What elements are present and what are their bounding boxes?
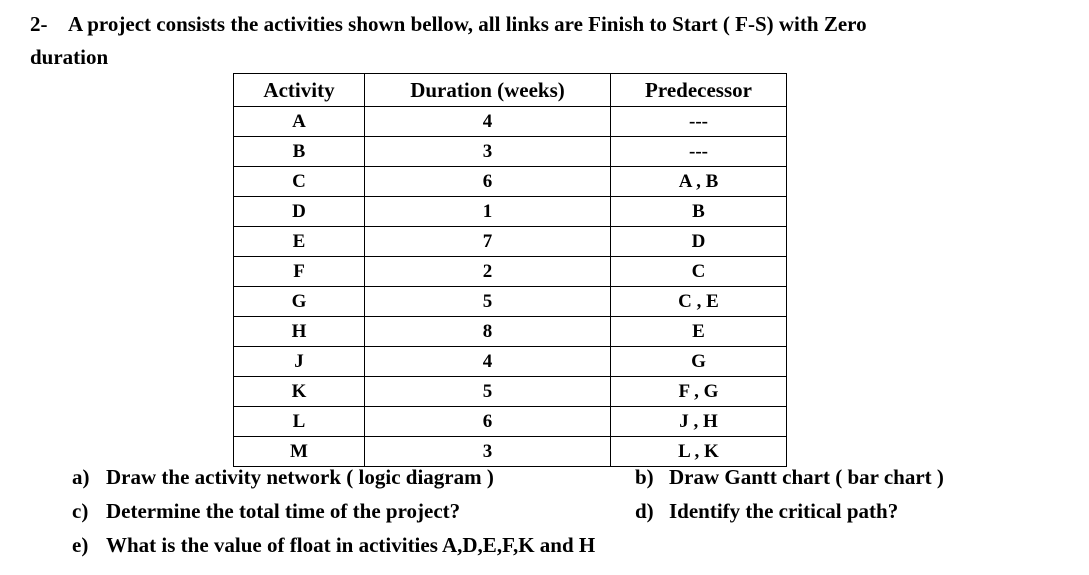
cell-duration: 7: [365, 227, 611, 257]
cell-activity: B: [234, 137, 365, 167]
cell-duration: 4: [365, 347, 611, 377]
part-a-text: Draw the activity network ( logic diagram ): [106, 465, 494, 489]
table-header-row: [234, 74, 787, 107]
question-text-line-1: A project consists the activities shown bellow, all links are Finish to Start ( F-S) with Zero: [68, 12, 867, 36]
cell-predecessor: L , K: [611, 437, 787, 467]
table-row: [234, 167, 787, 197]
cell-activity: G: [234, 287, 365, 317]
cell-duration: 6: [365, 167, 611, 197]
cell-duration: 6: [365, 407, 611, 437]
cell-predecessor: J , H: [611, 407, 787, 437]
cell-activity: L: [234, 407, 365, 437]
part-e-text: What is the value of float in activities A,D,E,F,K and H: [106, 533, 596, 557]
cell-duration: 8: [365, 317, 611, 347]
table-row: [234, 347, 787, 377]
table-row: [234, 287, 787, 317]
part-a-label: a): [72, 465, 90, 489]
header-activity: Activity: [234, 74, 365, 107]
part-d: [635, 494, 898, 528]
cell-activity: E: [234, 227, 365, 257]
part-d-label: d): [635, 499, 654, 523]
cell-predecessor: E: [611, 317, 787, 347]
question-heading: [30, 8, 867, 74]
question-text-line-2: duration: [30, 45, 109, 69]
cell-activity: D: [234, 197, 365, 227]
cell-predecessor: G: [611, 347, 787, 377]
cell-activity: K: [234, 377, 365, 407]
cell-duration: 3: [365, 437, 611, 467]
part-a: [72, 460, 494, 494]
cell-duration: 4: [365, 107, 611, 137]
cell-predecessor: F , G: [611, 377, 787, 407]
part-c: [72, 494, 460, 528]
part-d-text: Identify the critical path?: [669, 499, 899, 523]
cell-predecessor: C , E: [611, 287, 787, 317]
cell-predecessor: C: [611, 257, 787, 287]
part-e: [72, 528, 595, 562]
cell-activity: F: [234, 257, 365, 287]
part-b: [635, 460, 944, 494]
cell-activity: M: [234, 437, 365, 467]
table-row: [234, 257, 787, 287]
table-row: [234, 407, 787, 437]
table-row: [234, 137, 787, 167]
cell-activity: C: [234, 167, 365, 197]
table-row: [234, 227, 787, 257]
question-line-1: [30, 8, 867, 41]
cell-duration: 5: [365, 287, 611, 317]
part-b-label: b): [635, 465, 654, 489]
cell-duration: 5: [365, 377, 611, 407]
part-e-label: e): [72, 533, 89, 557]
table-row: [234, 317, 787, 347]
activity-table: [233, 73, 787, 467]
table-row: [234, 107, 787, 137]
part-c-text: Determine the total time of the project?: [106, 499, 461, 523]
cell-predecessor: D: [611, 227, 787, 257]
cell-predecessor: ---: [611, 137, 787, 167]
cell-duration: 3: [365, 137, 611, 167]
cell-activity: H: [234, 317, 365, 347]
cell-activity: A: [234, 107, 365, 137]
part-c-label: c): [72, 499, 89, 523]
question-number: 2-: [30, 12, 48, 36]
cell-predecessor: B: [611, 197, 787, 227]
cell-predecessor: ---: [611, 107, 787, 137]
part-b-text: Draw Gantt chart ( bar chart ): [669, 465, 944, 489]
cell-duration: 2: [365, 257, 611, 287]
header-duration: Duration (weeks): [365, 74, 611, 107]
cell-predecessor: A , B: [611, 167, 787, 197]
cell-duration: 1: [365, 197, 611, 227]
header-predecessor: Predecessor: [611, 74, 787, 107]
table-row: [234, 197, 787, 227]
cell-activity: J: [234, 347, 365, 377]
table-row: [234, 377, 787, 407]
